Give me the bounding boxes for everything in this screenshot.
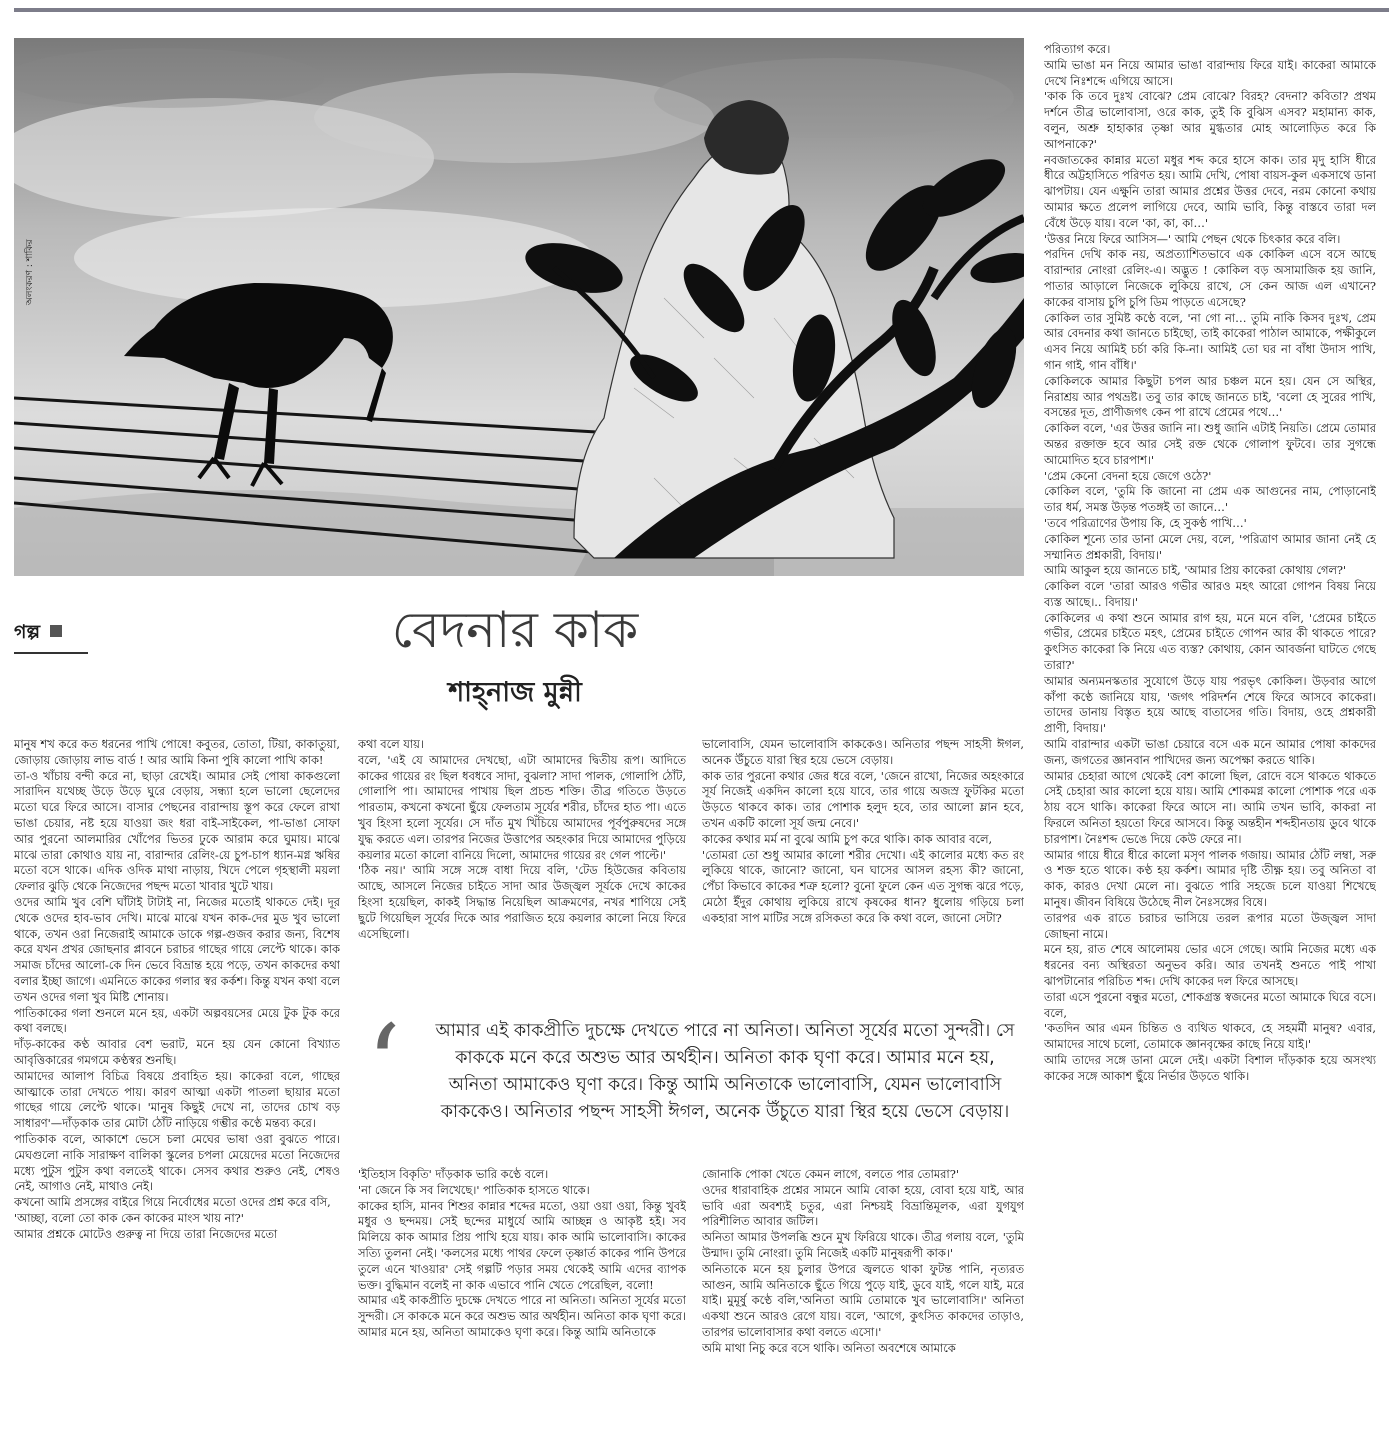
paragraph: 'আচ্ছা, বলো তো কাক কেন কাকের মাংস খায় না?' [14, 1210, 244, 1225]
illustration-art [14, 38, 1024, 576]
paragraph: 'তবে পরিত্রাণের উপায় কি, হে সুকণ্ঠ পাখি…' [1044, 515, 1247, 530]
paragraph: কোকিল বলে, 'এর উত্তর জানি না। শুধু জানি এটাই নিয়তি। প্রেমে তোমার অন্তর রক্তাক্ত হবে আর সেই রক্ত থেকে গোলাপ ফুটবে। তার সুগন্ধে আমোদিত হবে চারপাশ।' [1044, 421, 1376, 467]
paragraph: কাক তার পুরনো কথার জের ধরে বলে, 'জেনে রাখো, নিজের অহংকারে সূর্য নিজেই একদিন কালো হয়ে যাবে, তার গায়ে অজস্র ফুটকির মতো উড়তে থাকবে কাক। তার পোশাক হলুদ হবে, তার আলো ম্লান হবে, তখন একটি কালো সূর্য জন্ম নেবে।' [702, 768, 1024, 830]
paragraph: পরিত্যাগ করে। [1044, 42, 1111, 56]
paragraph: কোকিলকে আমার কিছুটা চপল আর চঞ্চল মনে হয়। যেন সে অস্থির, নিরাশ্রয় আর পথভ্রষ্ট। তবু তার কাছে জানতে চাই, 'বলো হে সুরের পাখি, বসন্তের দূত, প্রাণীজগৎ কেন পা রাখে প্রেমের পথে…' [1044, 373, 1376, 420]
story-illustration [14, 38, 1024, 576]
paragraph: ভালোবাসি, যেমন ভালোবাসি কাককেও। অনিতার পছন্দ সাহসী ঈগল, অনেক উঁচুতে যারা স্থির হয়ে ভেসে বেড়ায়। [702, 737, 1024, 767]
paragraph: বলে, 'এই যে আমাদের দেখছো, এটা আমাদের দ্বিতীয় রূপ। আদিতে কাকের গায়ের রং ছিল ধবধবে সাদা, বুঝলা? সাদা পালক, গোলাপি ঠোঁট, গোলাপি পা। আমাদের পাখায় ছিল প্রচন্ড শক্তি। তীব্র গতিতে উড়তে পারতাম, কখনো কখনো ছুঁয়ে ফেলতাম সূর্যের শরীর, চাঁদের হাত পা। এতে খুব হিংসা হলো সূর্যের। সে দাঁত মুখ খিঁচিয়ে আমাদের পূর্বপুরুষদের সঙ্গে যুদ্ধ করতে এল। তারপর নিজের উত্তাপের অহংকার দিয়ে আমাদের পুড়িয়ে কয়লার মতো কালো বানিয়ে দিলো, আমাদের গায়ের রং গেল পাল্টে।' [358, 752, 686, 862]
paragraph: 'কতদিন আর এমন চিন্তিত ও ব্যথিত থাকবে, হে সহমর্মী মানুষ? এবার, আমাদের সাথে চলো, তোমাকে জ্ঞানবৃক্ষের কাছে নিয়ে যাই।' [1044, 1021, 1376, 1052]
paragraph: 'তোমরা তো শুধু আমার কালো শরীর দেখো। এই কালোর মধ্যে কত রং লুকিয়ে থাকে, জানো? জানো, ঘন ঘাসের আসল রহস্য কী? জানো, পেঁচা কিভাবে কাকের শত্রু হলো? বুনো ফুলে কেন এত সুগন্ধ ঝরে পড়ে, মেঠো ইঁদুর কোথায় লুকিয়ে রাখে কৃষকের ধান? ধুলোয় গড়িয়ে চলা একহারা সাপ মাটির সঙ্গে রসিকতা করে কি কথা বলে, জানো সেটা? [702, 847, 1024, 925]
paragraph: তারপর এক রাতে চরাচর ভাসিয়ে তরল রূপার মতো উজ্জ্বল সাদা জোছনা নামে। [1044, 910, 1376, 941]
text-column-4 [1044, 42, 1376, 1417]
pull-quote: আমার এই কাকপ্রীতি দুচক্ষে দেখতে পারে না অনিতা। অনিতা সূর্যের মতো সুন্দরী। সে কাককে মনে করে অশুভ আর অর্থহীন। অনিতা কাক ঘৃণা করে। আমার মনে হয়, অনিতা আমাকেও ঘৃণা করে। কিন্তু আমি অনিতাকে ভালোবাসি, যেমন ভালোবাসি কাককেও। অনিতার পছন্দ সাহসী ঈগল, অনেক উঁচুতে যারা স্থির হয়ে ভেসে বেড়ায়। [435, 1021, 1015, 1122]
square-icon [50, 625, 62, 637]
paragraph: ওদের আমি খুব বেশি ঘাঁটাই টাটাই না, নিজের মতোই থাকতে দেই। দূর থেকে ওদের হাব-ভাব দেখি। মাঝে মাঝে যখন কাক-দের মুড খুব ভালো থাকে, তখন ওরা নিজেরাই আমাকে ডাকে গল্প-গুজব করার জন্য, বিশেষ করে যখন প্রখর জোছনার প্লাবনে চরাচর গাছের গায়ে লেপ্টে থাকে। কাক সমাজ চাঁদের আলো-কে দিন ভেবে বিভ্রান্ত হয়ে পড়ে, তখন কাকদের কথা বলার ইচ্ছা জাগে। এমনিতে কাকের গলার স্বর কর্কশ। কিন্তু যখন কথা বলে তখন ওদের গলা খুব মিষ্টি শোনায়। [14, 894, 340, 1004]
paragraph: মানুষ শখ করে কত ধরনের পাখি পোষে! কবুতর, তোতা, টিয়া, কাকাতুয়া, জোড়ায় জোড়ায় লাভ বার্ড ! আর আমি কিনা পুষি কালো পাখি কাক! [14, 737, 340, 767]
paragraph: ওদের ধারাবাহিক প্রশ্নের সামনে আমি বোকা হয়ে, বোবা হয়ে যাই, আর ভাবি এরা অবশ্যই চতুর, এরা নিশ্চয়ই বিভ্রান্তিমূলক, এরা যুগযুগ পরিশীলিত আবার জটিল। [702, 1182, 1024, 1229]
paragraph: পাতিকাক বলে, আকাশে ভেসে চলা মেঘের ভাষা ওরা বুঝতে পারে। মেঘগুলো নাকি সারাক্ষণ বালিকা স্কুলের চপলা মেয়েদের মতো নিজেদের মধ্যে পুটুস পুটুস কথা বলতেই থাকে। সেসব কথার শুরুও নেই, শেষও নেই, আগাও নেই, মাথাও নেই। [14, 1131, 340, 1194]
paragraph: কোকিল শূন্যে তার ডানা মেলে দেয়, বলে, 'পরিত্রাণ আমার জানা নেই হে সম্মানিত প্রশ্নকারী, বিদায়।' [1044, 531, 1376, 562]
paragraph: আমি আকুল হয়ে জানতে চাই, 'আমার প্রিয় কাকেরা কোথায় গেল?' [1044, 563, 1347, 578]
text-column-3-bottom [702, 1167, 1024, 1417]
paragraph: কোকিল বলে, 'তুমি কি জানো না প্রেম এক আগুনের নাম, পোড়ানোই তার ধর্ম, সমস্ত উড়ন্ত পতঙ্গই তা জানে…' [1044, 484, 1376, 515]
paragraph: কোকিল তার সুমিষ্ট কণ্ঠে বলে, 'না গো না… তুমি নাকি কিসব দুঃখ, প্রেম আর বেদনার কথা জানতে চাইছো, তাই কাকেরা পাঠাল আমাকে, পক্ষীকুলে এসব নিয়ে আমিই চর্চা করি কি-না। আমিই তো ঘর না বাঁধা উদাস পাখি, গান গাই, গান বাঁধি।' [1044, 310, 1376, 372]
paragraph: তারা এসে পুরনো বন্ধুর মতো, শোকগ্রস্ত স্বজনের মতো আমাকে ঘিরে বসে। বলে, [1044, 989, 1376, 1020]
paragraph: 'কাক কি তবে দুঃখ বোঝে? প্রেম বোঝে? বিরহ? বেদনা? কবিতা? প্রথম দর্শনে তীব্র ভালোবাসা, ওরে কাক, তুই কি বুঝিস এসব? মহামান্য কাক, বলুন, অশ্রু হাহাকার তৃষ্ণা আর মুগ্ধতার মোহ আলোড়িত করে কি আপনাকে?' [1044, 89, 1376, 151]
paragraph: কোকিলের এ কথা শুনে আমার রাগ হয়, মনে মনে বলি, 'প্রেমের চাইতে গভীর, প্রেমের চাইতে মহৎ, প্রেমের চাইতে গোপন আর কী থাকতে পারে? কুৎসিত কাকেরা কি নিয়ে এত ব্যস্ত? কোথায়, কোন আবর্জনা ঘাটতে গেছে তারা?' [1044, 610, 1376, 673]
section-label-text: গল্প [14, 621, 41, 643]
paragraph: আমাদের আলাপ বিচিত্র বিষয়ে প্রবাহিত হয়। কাকেরা বলে, গাছের আত্মাকে তারা দেখতে পায়। কারণ আত্মা একটা পাতলা ছায়ার মতো গাছের গায়ে লেপ্টে থাকে। 'মানুষ কিছুই দেখে না, তাদের চোখ বড় সাধারণ'—দাঁড়কাক তার মোটা ঠোঁট নাড়িয়ে গম্ভীর কণ্ঠে মন্তব্য করে। [14, 1068, 340, 1131]
text-column-1 [14, 737, 340, 1417]
paragraph: কোকিল বলে 'তারা আরও গভীর আরও মহৎ আরো গোপন বিষয় নিয়ে ব্যস্ত আছে।.. বিদায়।' [1044, 579, 1376, 609]
top-rule [14, 8, 1389, 12]
text-column-3-top [702, 737, 1024, 1005]
paragraph: অনিতাকে মনে হয় চুলার উপরে জ্বলতে থাকা ফুটন্ত পানি, নৃত্যরত আগুন, আমি অনিতাকে ছুঁতে গিয়ে পুড়ে যাই, ডুবে যাই, গলে যাই, মরে যাই। মুমূর্ষু কণ্ঠে বলি,'অনিতা আমি তোমাকে খুব ভালোবাসি।' অনিতা একথা শুনে আরও রেগে যায়। বলে, 'আগে, কুৎসিত কাকদের তাড়াও, তারপর ভালোবাসার কথা বলতে এসো।' [702, 1261, 1024, 1339]
paragraph: 'ঠিক নয়।' আমি সঙ্গে সঙ্গে বাধা দিয়ে বলি, 'টেড হিউজের কবিতায় আছে, আসলে নিজের চাইতে সাদা আর উজ্জ্বল সূর্যকে দেখে কাকের হিংসা হয়েছিল, কাকই সিদ্ধান্ত নিয়েছিল আক্রমণের, নখর শাণিয়ে সেই ছুটে গিয়েছিল সূর্যের দিকে আর পরাজিত হয়ে কয়লার কালো নিয়ে ফিরে এসেছিলো। [358, 863, 686, 941]
paragraph: কখনো আমি প্রসঙ্গের বাইরে গিয়ে নির্বোধের মতো ওদের প্রশ্ন করে বসি, [14, 1195, 331, 1210]
paragraph: কাকের কথার মর্ম না বুঝে আমি চুপ করে থাকি। কাক আবার বলে, [702, 831, 993, 846]
paragraph: 'প্রেম কেনো বেদনা হয়ে জেগে ওঠে?' [1044, 468, 1212, 483]
paragraph: নবজাতকের কান্নার মতো মধুর শব্দ করে হাসে কাক। তার মৃদু হাসি ধীরে ধীরে অট্টহাসিতে পরিণত হয়। আমি দেখি, পোষা বায়স-কুল একসাথে ডানা ঝাপটায়। যেন এক্ষুনি তারা আমার প্রশ্নের উত্তর দেবে, নরম কোনো কথায় আমার ক্ষতে প্রলেপ লাগিয়ে দেবে, আমি ভাবি, কিন্তু বাস্তবে তারা দল বেঁধে উড়ে যায়। বলে 'কা, কা, কা…' [1044, 152, 1376, 230]
paragraph: 'না জেনে কি সব লিখেছে।' পাতিকাক হাসতে থাকে। [358, 1182, 590, 1197]
text-column-2-bottom [358, 1167, 686, 1417]
paragraph: আমার চেহারা আগে থেকেই বেশ কালো ছিল, রোদে বসে থাকতে থাকতে সেই চেহারা আর কালো হয়ে যায়। আমি শোকমগ্ন কালো পোশাক পরে এক ঠায় বসে থাকি। কাকেরা ফিরে আসে না। আমি তখন ভাবি, কাকরা না ফিরলে অনিতা হয়তো ফিরে আসবে। কিন্তু অন্তহীন শব্দহীনতায় ডুবে থাকে চারপাশ। নৈঃশব্দ ভেঙে দিয়ে কেউ ফেরে না। [1044, 768, 1376, 846]
paragraph: জোনাকি পোকা খেতে কেমন লাগে, বলতে পার তোমরা?' [702, 1167, 959, 1181]
paragraph: 'উত্তর নিয়ে ফিরে আসিস—' আমি পেছন থেকে চিৎকার করে বলি। [1044, 231, 1341, 246]
paragraph: পরদিন দেখি কাক নয়, অপ্রত্যাশিতভাবে এক কোকিল এসে বসে আছে বারান্দার নোংরা রেলিং-এ। অদ্ভুত ! কোকিল বড় অসামাজিক হয় জানি, পাতার আড়ালে নিজেকে লুকিয়ে রাখে, সে কেন আজ এল এখানে? কাকের বাসায় চুপি চুপি ডিম পাড়তে এসেছে? [1044, 247, 1376, 309]
illustration-credit: অলংকরণ : শাকির [25, 239, 35, 305]
paragraph: আমার এই কাকপ্রীতি দুচক্ষে দেখতে পারে না অনিতা। অনিতা সূর্যের মতো সুন্দরী। সে কাককে মনে করে অশুভ আর অর্থহীন। অনিতা কাক ঘৃণা করে। আমার মনে হয়, অনিতা আমাকেও ঘৃণা করে। কিন্তু আমি অনিতাকে [358, 1293, 686, 1339]
paragraph: কাকের হাসি, মানব শিশুর কান্নার শব্দের মতো, ওয়া ওয়া ওয়া, কিন্তু খুবই মধুর ও ছন্দময়। সেই ছন্দের মাধুর্যে আমি আচ্ছন্ন ও আকৃষ্ট হই। সব মিলিয়ে কাক আমার প্রিয় পাখি হয়ে যায়। কাক আমি ভালোবাসি। কাকের সত্যি তুলনা নেই। 'কলসের মধ্যে পাথর ফেলে তৃষ্ণার্ত কাকের পানি উপরে তুলে এনে খাওয়ার' সেই গল্পটি পড়ার সময় থেকেই আমি এদের ব্যাপক ভক্ত। বুদ্ধিমান বলেই না কাক এভাবে পানি খেতে পেরেছিল, বলো! [358, 1198, 686, 1292]
paragraph: আমি তাদের সঙ্গে ডানা মেলে দেই। একটা বিশাল দাঁড়কাক হয়ে অসংখ্য কাকের সঙ্গে আকাশ ছুঁয়ে নির্ভার উড়তে থাকি। [1044, 1053, 1376, 1083]
paragraph: আমার অন্যমনস্কতার সুযোগে উড়ে যায় পরভৃৎ কোকিল। উড়বার আগে কাঁপা কণ্ঠে জানিয়ে যায়, 'জগৎ পরিদর্শন শেষে ফিরে আসবে কাকেরা। তাদের ডানায় বিস্তৃত হয়ে আছে বাতাসের গতি। বিদায়, ওহে প্রশ্নকারী প্রাণী, বিদায়।' [1044, 673, 1376, 736]
story-title: বেদনার কাক [391, 601, 639, 659]
paragraph: কথা বলে যায়। [358, 737, 424, 751]
paragraph: অনিতা আমার উপলব্ধি শুনে মুখ ফিরিয়ে থাকে। তীব্র গলায় বলে, 'তুমি উন্মাদ। তুমি নোংরা। তুমি নিজেই একটি মানুষরূপী কাক।' [702, 1230, 1024, 1260]
paragraph: আমার গায়ে ধীরে ধীরে কালো মসৃণ পালক গজায়। আমার ঠোঁট লম্বা, সরু ও শক্ত হতে থাকে। কণ্ঠ হয় কর্কশ। আমার দৃষ্টি তীক্ষ্ণ হয়। তবু অনিতা বা কাক, কারও দেখা মেলে না। বুঝতে পারি সহজে চলে যাওয়া শিখেছে মানুষ। জীবন বিষিয়ে উঠেছে নীল নৈঃসঙ্গের বিষে। [1044, 847, 1376, 910]
paragraph: 'ইতিহাস বিকৃতি' দাঁড়কাক ভারি কণ্ঠে বলে। [358, 1167, 549, 1181]
paragraph: আমি বারান্দার একটা ভাঙা চেয়ারে বসে এক মনে আমার পোষা কাকদের জন্য, জগতের জ্ঞানবান পাখিদের জন্য অপেক্ষা করতে থাকি। [1044, 737, 1376, 767]
story-author: শাহ্‌নাজ মুন্নী [448, 677, 582, 708]
paragraph: দাঁড়-কাকের কণ্ঠ আবার বেশ ভরাট, মনে হয় যেন কোনো বিখ্যাত আবৃত্তিকারের গমগমে কণ্ঠস্বর শুনছি। [14, 1037, 340, 1067]
paragraph: পাতিকাকের গলা শুনলে মনে হয়, একটা অল্পবয়সের মেয়ে টুক টুক করে কথা বলছে। [14, 1005, 340, 1036]
paragraph: মনে হয়, রাত শেষে আলোময় ভোর এসে গেছে। আমি নিজের মধ্যে এক ধরনের বন্য অস্থিরতা অনুভব করি। আর তখনই শুনতে পাই পাখা ঝাপটানোর পরিচিত শব্দ। দেখি কাকের দল ফিরে আসছে। [1044, 942, 1376, 989]
text-column-2-top [358, 737, 686, 1005]
paragraph: অমি মাথা নিচু করে বসে থাকি। অনিতা অবশেষে আমাকে [702, 1340, 956, 1355]
paragraph: আমার প্রশ্নকে মোটেও গুরুত্ব না দিয়ে তারা নিজেদের মতো [14, 1226, 278, 1241]
paragraph: আমি ভাঙা মন নিয়ে আমার ভাঙা বারান্দায় ফিরে যাই। কাকেরা আমাকে দেখে নিঃশব্দে এগিয়ে আসে। [1044, 57, 1376, 88]
quote-mark-icon: ‘ [366, 1001, 401, 1129]
section-label [14, 618, 88, 654]
paragraph: তা-ও খাঁচায় বন্দী করে না, ছাড়া রেখেই। আমার সেই পোষা কাকগুলো সারাদিন যথেচ্ছ উড়ে উড়ে ঘুরে বেড়ায়, সন্ধ্যা হলে ভালো ছেলেদের মতো ঘরে ফিরে আসে। বাসার পেছনের বারান্দায় স্তূপ করে ফেলে রাখা ভাঙা চেয়ার, নষ্ট হয়ে যাওয়া জং ধরা বাই-সাইকেল, পা-ভাঙা সোফা আর পুরনো আলমারির খোঁপের ভিতর ঢুকে আরাম করে ঘুমায়। মাঝে মাঝে তারা কোথাও যায় না, বারান্দার রেলিং-য়ে চুপ-চাপ ধ্যান-মগ্ন ঋষির মতো বসে থাকে। এদিক ওদিক মাথা নাড়ায়, খিদে পেলে গৃহস্থালী ময়লা ফেলার ঝুড়ি থেকে নিজেদের পছন্দ মতো খাবার খুটে খায়। [14, 768, 340, 894]
